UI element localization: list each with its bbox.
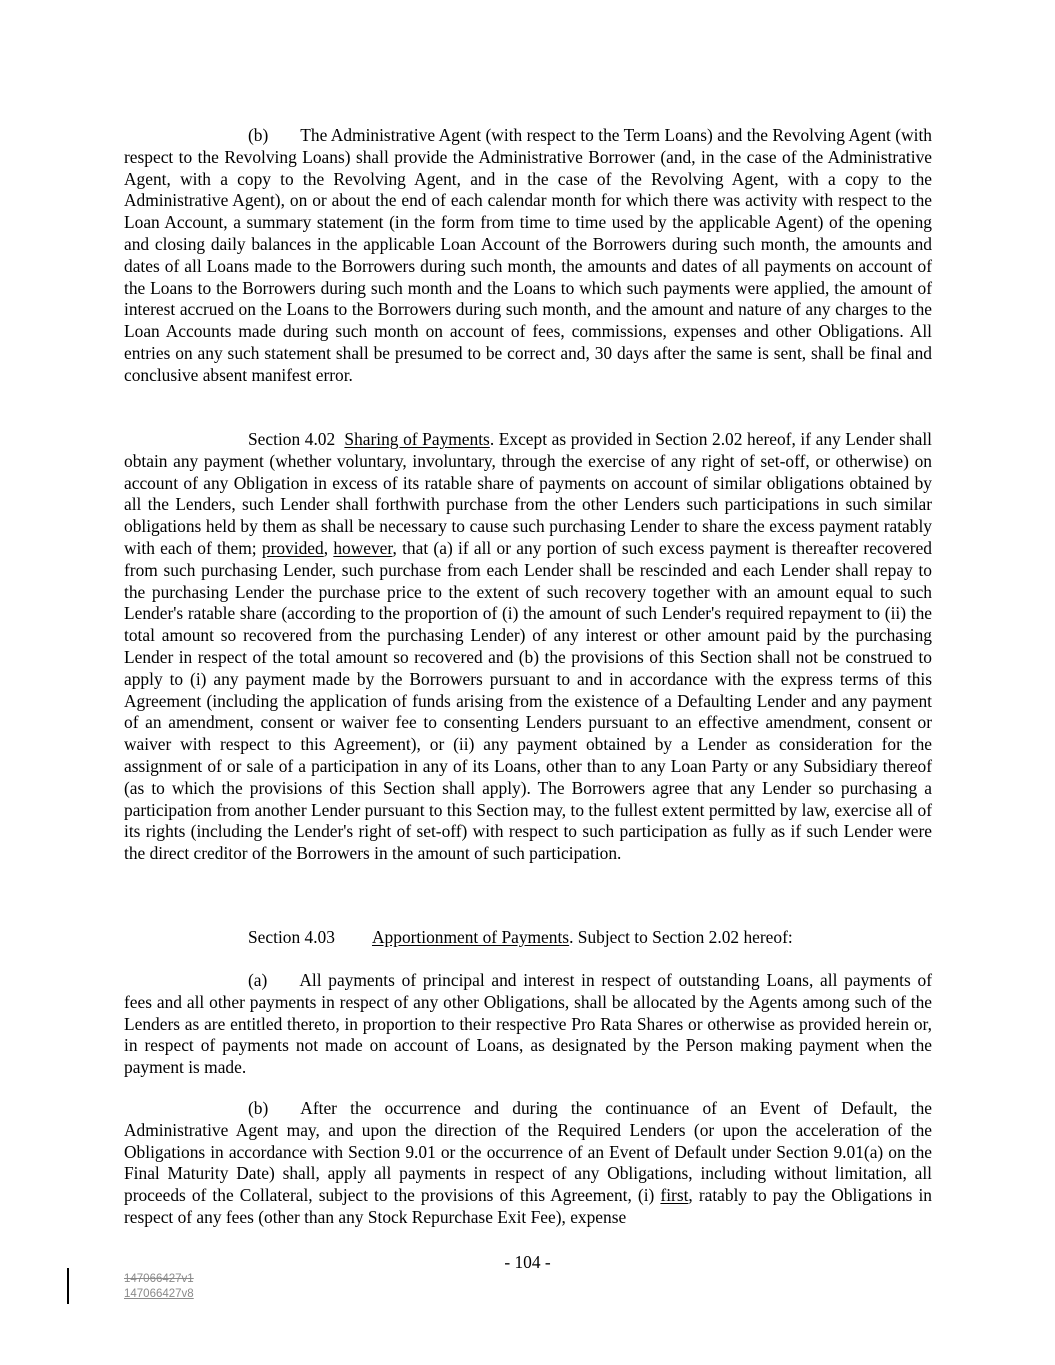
change-bar (67, 1268, 69, 1304)
document-id-inserted: 147066427v8 (124, 1288, 194, 1300)
paragraph-4-01-b (124, 125, 932, 387)
section-text-part-1: . Except as provided in Section 2.02 hereof, if any Lender shall obtain any payment (whether voluntary, involuntary, through the exercise of any right of set-off, or otherwise) on account of any Obligation in excess of its ratable share of payments on account of similar obligations obtained by all the Lenders, such Lender shall forthwith purchase from the other Lenders such participations in such similar obligations held by them as shall be necessary to cause such purchasing Lender to share the excess payment ratably with each of them; (124, 429, 932, 558)
term-provided: provided (261, 537, 324, 558)
paragraph-text-part-1: After the occurrence and during the continuance of an Event of Default, the Administrative Agent may, and upon the direction of the Required Lenders (or upon the acceleration of the Obligations in accordance with Section 9.01 or the occurrence of an Event of Default under Section 9.01(a) on the Final Maturity Date) shall, apply all payments in respect of any Obligations, including without limitation, all proceeds of the Collateral, subject to the provisions of this Agreement, (i) (124, 1098, 932, 1206)
section-text-part-2: , that (a) if all or any portion of such excess payment is thereafter recovered from such purchasing Lender, such purchase from each Lender shall be rescinded and each Lender shall repay to the purchasing Lender the purchase price to the extent of such recovery together with an amount equal to such Lender's ratable share (according to the proportion of (i) the amount of such Lender's required repayment to (ii) the total amount so recovered from the purchasing Lender) of any interest or other amount paid by the purchasing Lender in respect of the total amount so recovered and (b) the provisions of this Section shall not be construed to apply to (i) any payment made by the Borrowers pursuant to and in accordance with the express terms of this Agreement (including the application of funds arising from the existence of a Defaulting Lender and any payment of an amendment, consent or waiver fee to consenting Lenders pursuant to an effective amendment, consent or waiver with respect to this Agreement), or (ii) any payment obtained by a Lender as consideration for the assignment of or sale of a participation in any of its Loans, other than to any Loan Party or any Subsidiary thereof (as to which the provisions of this Section shall apply). The Borrowers agree that any Lender so purchasing a participation from another Lender pursuant to this Section may, to the fullest extent permitted by law, exercise all of its rights (including the Lender's right of set-off) with respect to such participation as fully as if such Lender were the direct creditor of the Borrowers in the amount of such participation. (124, 537, 932, 864)
paragraph-text: All payments of principal and interest in respect of outstanding Loans, all payments of fees and all other payments in respect of any other Obligations, shall be allocated by the Agents among such of the Lenders as are entitled thereto, in proportion to their respective Pro Rata Shares or otherwise as provided herein or, in respect of payments not made on account of Loans, as designated by the Person making payment when the payment is made. (124, 970, 932, 1078)
section-number: Section 4.03 (248, 927, 335, 947)
section-4-03-heading (248, 927, 793, 949)
section-title: Apportionment of Payments (372, 927, 570, 947)
paragraph-label: (b) (248, 1098, 269, 1118)
paragraph-4-03-b (124, 1098, 932, 1229)
paragraph-text-part-2: , ratably to pay the Obligations in respect of any fees (other than any Stock Repurchase Exit Fee), expense (124, 1185, 933, 1227)
document-id-deleted: 147066427v1 (124, 1273, 194, 1285)
section-heading-tail: . Subject to Section 2.02 hereof: (569, 927, 793, 947)
section-4-02-paragraph (124, 429, 932, 865)
page-number: - 104 - (504, 1252, 551, 1272)
comma-separator: , (323, 537, 334, 558)
term-however: however (333, 537, 393, 558)
paragraph-label: (a) (248, 970, 268, 990)
paragraph-label: (b) (248, 125, 269, 145)
section-number: Section 4.02 (248, 429, 336, 449)
section-title: Sharing of Payments (344, 429, 490, 449)
term-first: first (660, 1185, 689, 1206)
paragraph-text: The Administrative Agent (with respect to the Term Loans) and the Revolving Agent (with respect to the Revolving Loans) shall provide the Administrative Borrower (and, in the case of the Administrative Agent, with a copy to the Revolving Agent, and in the case of the Revolving Agent, with a copy to the Administrative Agent), on or about the end of each calendar month for which there was activity with respect to the Loan Account, a summary statement (in the form from time to time used by the applicable Agent) of the opening and closing daily balances in the applicable Loan Account of the Borrowers during such month, the amounts and dates of all Loans made to the Borrowers during such month, the amounts and dates of all payments on account of the Loans to the Borrowers during such month and the Loans to which such payments were applied, the amount of interest accrued on the Loans to the Borrowers during such month, and the amount and nature of any charges to the Loan Accounts made during such month on account of fees, commissions, expenses and other Obligations. All entries on any such statement shall be presumed to be correct and, 30 days after the same is sent, shall be final and conclusive absent manifest error. (124, 125, 932, 385)
paragraph-4-03-a (124, 970, 932, 1079)
